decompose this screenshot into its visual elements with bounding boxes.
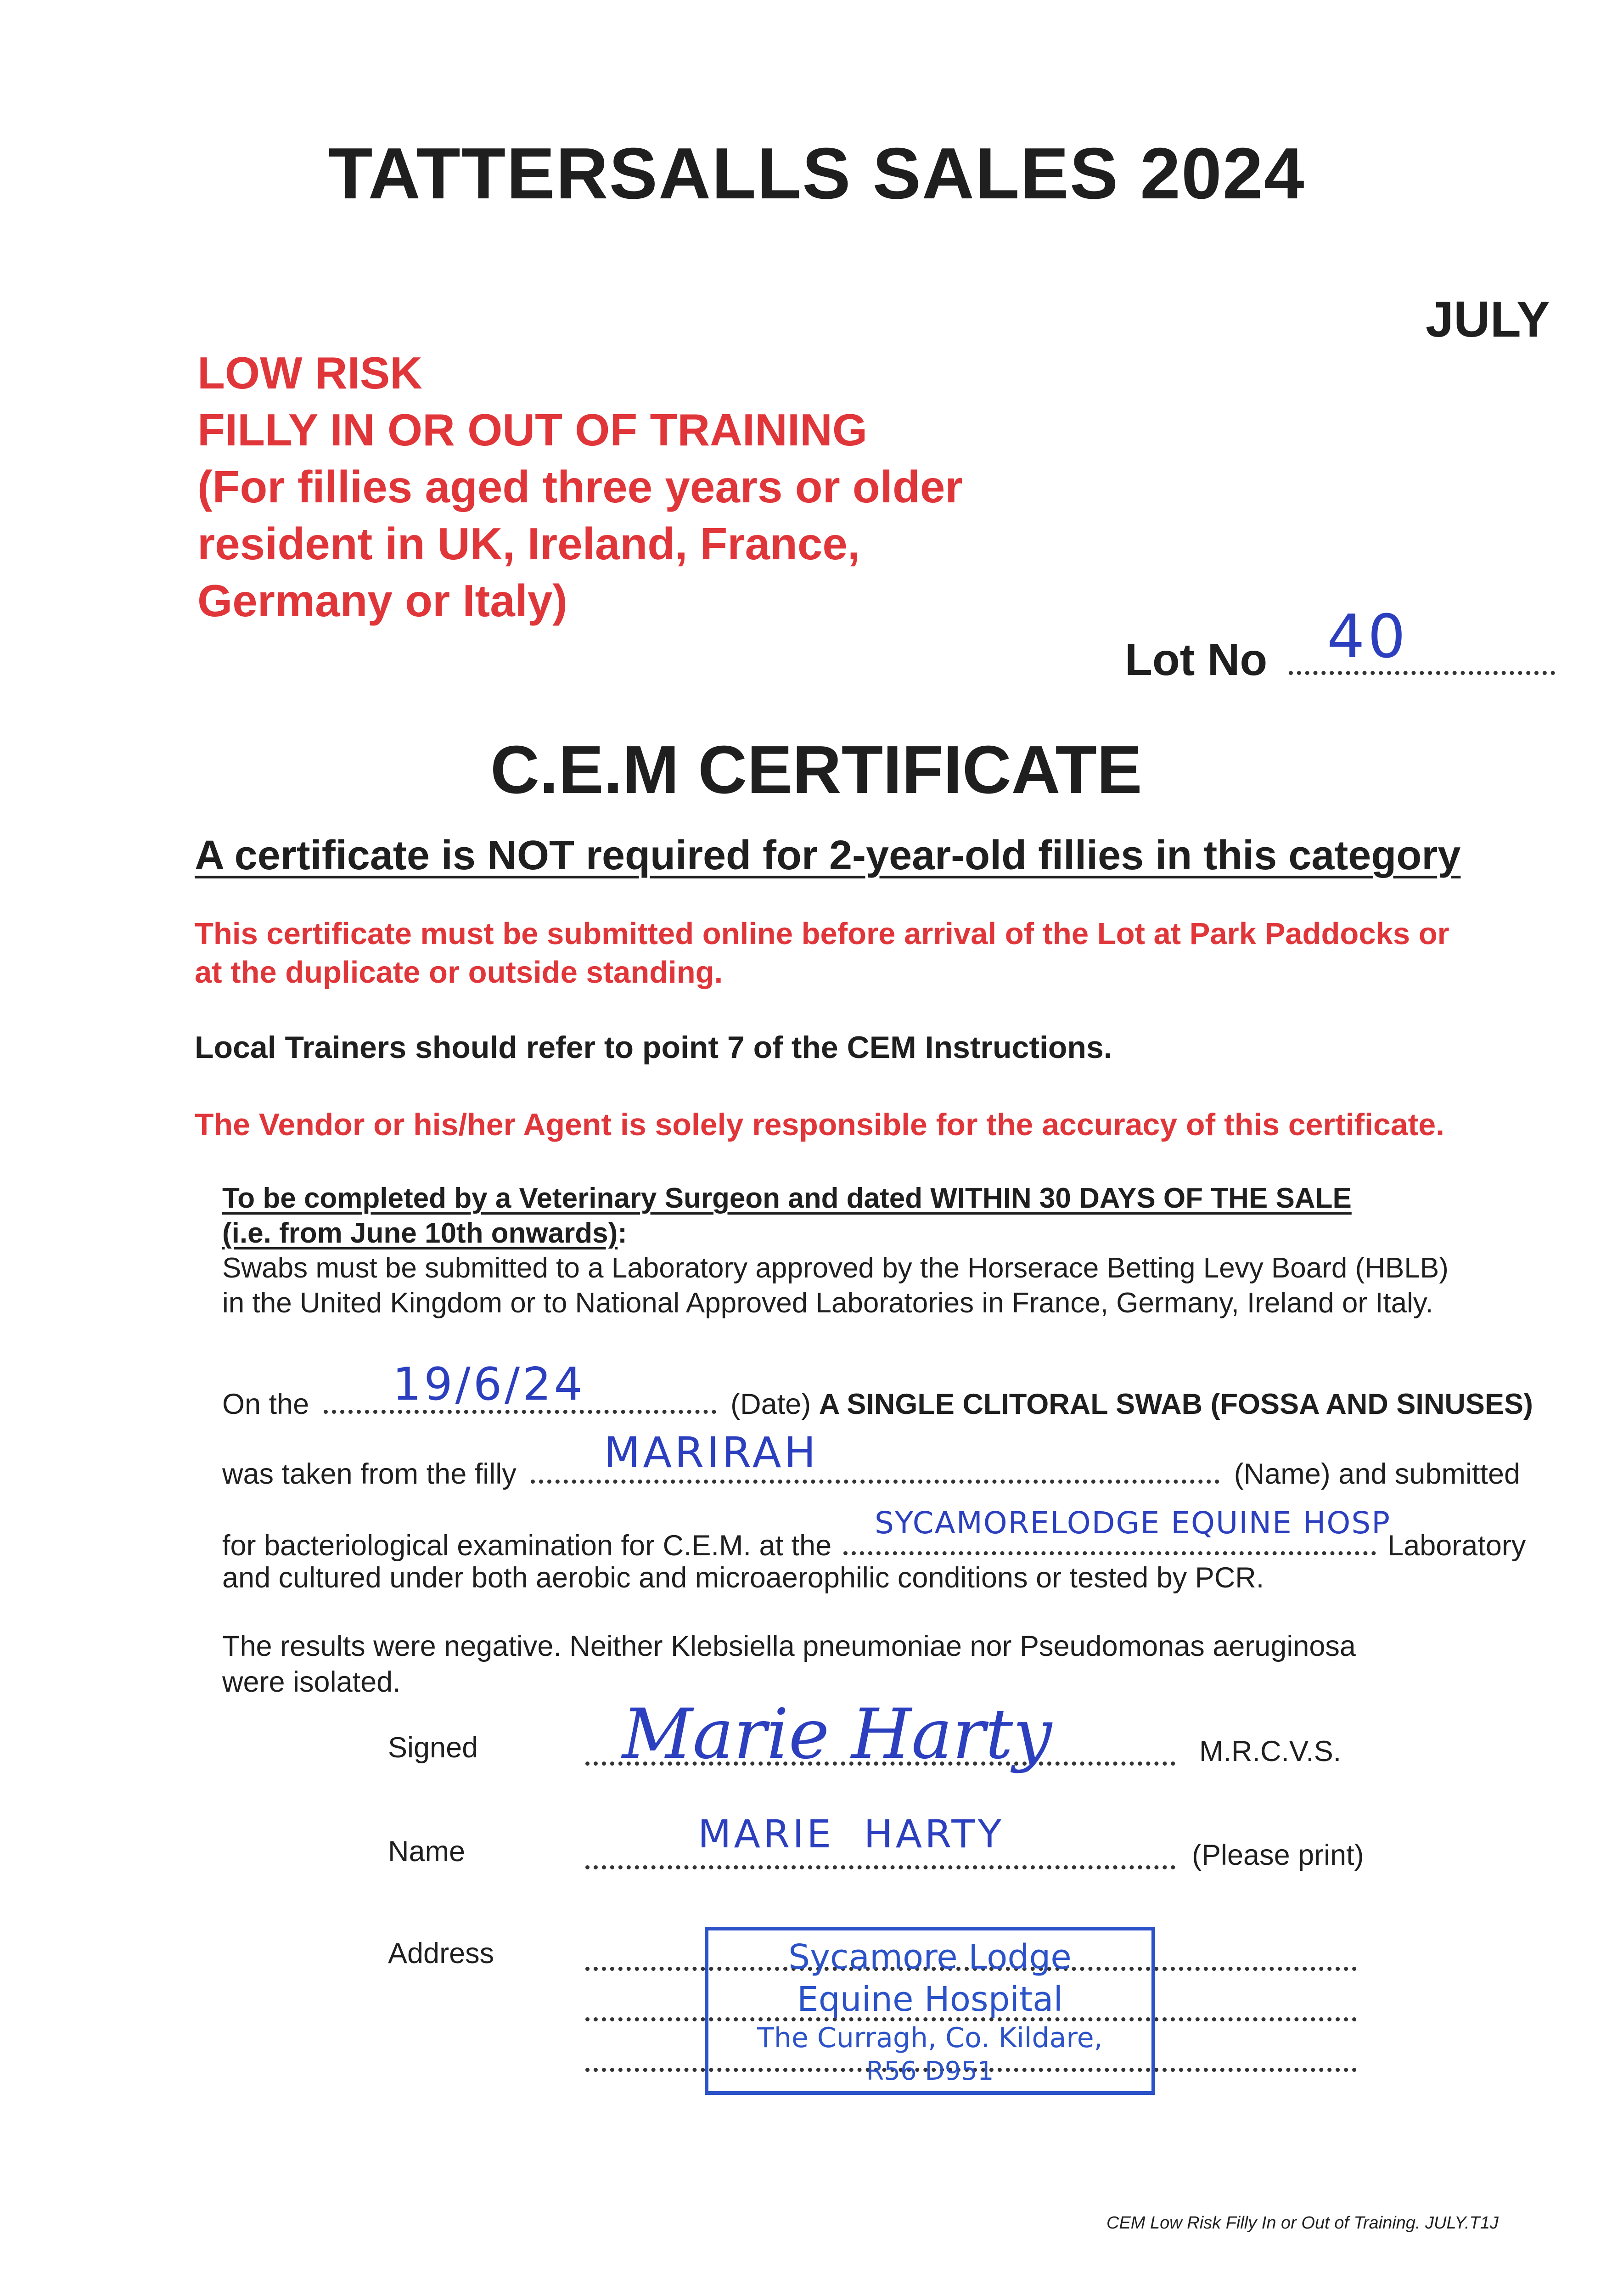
swab-type: A SINGLE CLITORAL SWAB (FOSSA AND SINUSES) (819, 1388, 1533, 1420)
stamp-line-2: Equine Hospital (797, 1980, 1063, 2019)
filly-name-line (222, 1458, 1520, 1491)
vet-signature: Marie Harty (622, 1694, 1052, 1774)
category-line-1: LOW RISK (197, 348, 422, 398)
vet-heading-line-2: (i.e. from June 10th onwards): (222, 1217, 627, 1249)
laboratory-value: SYCAMORELODGE EQUINE HOSP (875, 1505, 1391, 1541)
category-block (197, 344, 963, 629)
date-value: 19/6/24 (393, 1358, 585, 1411)
certificate-title: C.E.M CERTIFICATE (490, 732, 1142, 808)
category-line-4: resident in UK, Ireland, France, (197, 518, 860, 569)
name-label: Name (388, 1835, 466, 1868)
mrcvs-label: M.R.C.V.S. (1199, 1735, 1342, 1767)
address-label: Address (388, 1937, 494, 1970)
lot-dotted-line (1289, 671, 1555, 675)
lot-value: 40 (1327, 602, 1409, 671)
footer-code: CEM Low Risk Filly In or Out of Training. JULY.T1J (1106, 2213, 1499, 2233)
page-title: TATTERSALLS SALES 2024 (328, 133, 1305, 214)
category-line-5: Germany or Italy) (197, 575, 568, 626)
submit-instruction-line-1: This certificate must be submitted online before arrival of the Lot at Park Paddocks or (195, 917, 1449, 951)
signed-label: Signed (388, 1732, 478, 1764)
please-print-label: (Please print) (1192, 1839, 1364, 1871)
laboratory-label: Laboratory (1387, 1530, 1526, 1562)
cultured-line: and cultured under both aerobic and microaerophilic conditions or tested by PCR. (222, 1562, 1264, 1594)
taken-from-label: was taken from the filly (222, 1458, 517, 1490)
submit-instruction-line-2: at the duplicate or outside standing. (195, 955, 723, 990)
vendor-responsibility-note: The Vendor or his/her Agent is solely responsible for the accuracy of this certificate. (195, 1107, 1445, 1142)
swabs-line-2: in the United Kingdom or to National Approved Laboratories in France, Germany, Ireland or Italy. (222, 1287, 1433, 1319)
laboratory-dotted-line (843, 1551, 1376, 1555)
lot-label: Lot No (1125, 634, 1268, 685)
stamp-line-4: R56 D951 (866, 2056, 994, 2086)
sale-month: JULY (1426, 291, 1550, 348)
filly-name-value: MARIRAH (604, 1428, 819, 1477)
stamp-line-3: The Curragh, Co. Kildare, (757, 2022, 1103, 2054)
submit-instruction (195, 915, 1449, 992)
vet-heading-line-1: To be completed by a Veterinary Surgeon and dated WITHIN 30 DAYS OF THE SALE (222, 1182, 1352, 1214)
not-required-note: A certificate is NOT required for 2-year-old fillies in this category (195, 833, 1461, 878)
vet-name-value: MARIE HARTY (698, 1812, 1005, 1857)
bacteriological-label: for bacteriological examination for C.E.M. at the (222, 1530, 832, 1562)
practice-stamp (705, 1927, 1155, 2095)
category-line-2: FILLY IN OR OUT OF TRAINING (197, 405, 868, 455)
filly-dotted-line (531, 1480, 1219, 1484)
swabs-line-1: Swabs must be submitted to a Laboratory approved by the Horserace Betting Levy Board (HBLB) (222, 1252, 1449, 1284)
results-line-2: were isolated. (222, 1666, 401, 1698)
name-dotted-line (585, 1865, 1175, 1869)
stamp-line-1: Sycamore Lodge (788, 1937, 1072, 1977)
date-label: (Date) (730, 1388, 811, 1420)
vet-section (222, 1181, 1449, 1321)
results (222, 1628, 1356, 1700)
results-line-1: The results were negative. Neither Klebsiella pneumoniae nor Pseudomonas aeruginosa (222, 1630, 1356, 1662)
category-line-3: (For fillies aged three years or older (197, 461, 963, 512)
on-the-label: On the (222, 1388, 309, 1420)
name-submitted-label: (Name) and submitted (1234, 1458, 1521, 1490)
local-trainers-note: Local Trainers should refer to point 7 of the CEM Instructions. (195, 1030, 1112, 1065)
